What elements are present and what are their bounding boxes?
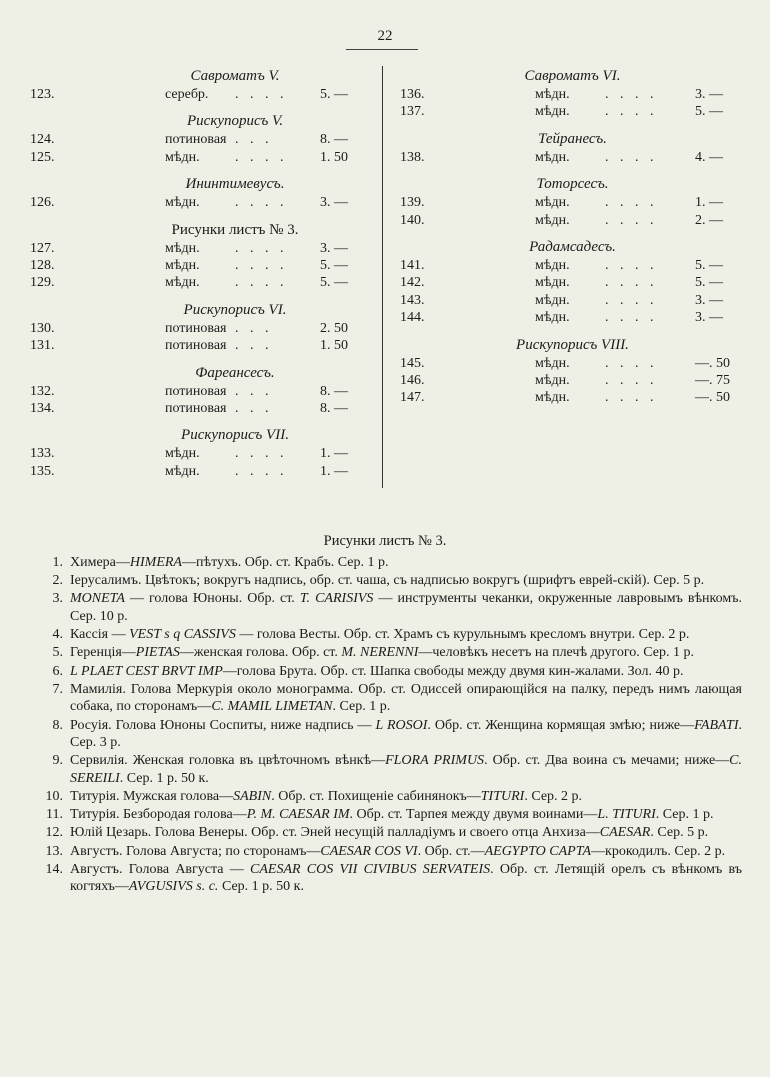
description-list xyxy=(30,554,742,897)
item-text: Мамилія. Голова Меркурія около монограмма. Обр. ст. Одиссей опирающійся на палку, передъ нимъ лающая собака, по сторонамъ—C. MAMIL LIMETAN. Сер. 1 р. xyxy=(70,681,742,715)
section-heading: Радамсадесъ. xyxy=(529,238,616,255)
lot-number: 134. xyxy=(30,400,55,416)
leader-dots: . . . xyxy=(235,132,273,148)
price: 2. — xyxy=(695,212,723,228)
item-text: Августъ. Голова Августа; по сторонамъ—CAESAR COS VI. Обр. ст.—AEGYPTO CAPTA—крокодилъ. Сер. 2 р. xyxy=(70,843,726,859)
catalog-row xyxy=(30,383,370,400)
section-heading: Рискупорисъ VI. xyxy=(183,301,287,318)
lot-number: 143. xyxy=(400,292,425,308)
section-heading: Рискупорисъ VIII. xyxy=(516,336,629,353)
leader-dots: . . . . xyxy=(605,390,658,406)
item-text: L PLAET CEST BRVT IMP—голова Брута. Обр. ст. Шапка свободы между двумя кин-жалами. Зол. 40 р. xyxy=(70,663,684,679)
item-number: 11. xyxy=(46,807,63,823)
leader-dots: . . . . xyxy=(605,310,658,326)
page-number-rule xyxy=(346,49,418,50)
catalog-row xyxy=(30,337,370,354)
material: мѣдн. xyxy=(165,463,200,479)
lot-number: 131. xyxy=(30,338,55,354)
catalog-row xyxy=(400,103,745,120)
lot-number: 130. xyxy=(30,320,55,336)
lot-number: 144. xyxy=(400,310,425,326)
item-text: Росуія. Голова Юноны Соспиты, ниже надпись — L ROSOI. Обр. ст. Женщина кормящая змѣю; ниже—FABATI. Сер. 3 р. xyxy=(70,717,742,751)
catalog-row xyxy=(400,194,745,211)
leader-dots: . . . xyxy=(235,400,273,416)
catalog-row xyxy=(30,240,370,257)
price: 3. — xyxy=(320,240,348,256)
lot-number: 141. xyxy=(400,257,425,273)
lot-number: 137. xyxy=(400,104,425,120)
item-text: Юлій Цезарь. Голова Венеры. Обр. ст. Эней несущій палладіумъ и своего отца Анхиза—CAESAR. Сер. 5 р. xyxy=(70,825,709,841)
leader-dots: . . . . xyxy=(605,355,658,371)
material: потиновая xyxy=(165,383,227,399)
item-number: 12. xyxy=(45,825,63,841)
lot-number: 127. xyxy=(30,240,55,256)
material: мѣдн. xyxy=(535,195,570,211)
lot-number: 124. xyxy=(30,132,55,148)
item-text: Іерусалимъ. Цвѣтокъ; вокругъ надпись, обр. ст. чаша, съ надписью вокругъ (шрифтъ еврей-скій). Сер. 5 р. xyxy=(70,573,705,589)
material: потиновая xyxy=(165,400,227,416)
material: мѣдн. xyxy=(535,310,570,326)
catalog-row xyxy=(400,309,745,326)
leader-dots: . . . . xyxy=(235,257,288,273)
material: мѣдн. xyxy=(165,149,200,165)
list-item xyxy=(30,824,742,842)
catalog-row xyxy=(30,320,370,337)
leader-dots: . . . xyxy=(235,320,273,336)
leader-dots: . . . . xyxy=(605,212,658,228)
catalog-row xyxy=(400,274,745,291)
list-item xyxy=(30,861,742,896)
leader-dots: . . . . xyxy=(235,195,288,211)
list-item xyxy=(30,644,742,662)
material: мѣдн. xyxy=(535,292,570,308)
lot-number: 145. xyxy=(400,355,425,371)
leader-dots: . . . . xyxy=(605,257,658,273)
list-item xyxy=(30,554,742,572)
material: потиновая xyxy=(165,320,227,336)
item-text: MONETA — голова Юноны. Обр. ст. T. CARISIVS — инструменты чеканки, окруженные лавровымъ вѣнкомъ. Сер. 10 р. xyxy=(70,591,742,624)
list-item xyxy=(30,806,742,824)
catalog-row xyxy=(400,257,745,274)
item-text: Титурія. Мужская голова—SABIN. Обр. ст. Похищеніе сабинянокъ—TITURI. Сер. 2 р. xyxy=(70,789,583,805)
section-heading: Рисунки листъ № 3. xyxy=(171,221,299,238)
price: 1. — xyxy=(695,195,723,211)
catalog-row xyxy=(400,292,745,309)
material: мѣдн. xyxy=(535,149,570,165)
price: 4. — xyxy=(695,149,723,165)
price: 3. — xyxy=(695,87,723,102)
item-number: 2. xyxy=(52,573,63,589)
material: мѣдн. xyxy=(165,446,200,462)
item-number: 13. xyxy=(45,843,63,859)
material: мѣдн. xyxy=(165,195,200,211)
lot-number: 135. xyxy=(30,463,55,479)
item-text: Геренція—PIETAS—женская голова. Обр. ст. M. NERENNI—человѣкъ несетъ на плечѣ другого. Сер. 1 р. xyxy=(70,645,695,661)
lot-number: 132. xyxy=(30,383,55,399)
material: потиновая xyxy=(165,132,227,148)
material: мѣдн. xyxy=(165,257,200,273)
price: 5. — xyxy=(695,104,723,120)
section-heading: Тейранесъ. xyxy=(538,130,607,147)
item-text: Химера—HIMERA—пѣтухъ. Обр. ст. Крабъ. Сер. 1 р. xyxy=(70,555,389,570)
catalog-row xyxy=(30,149,370,166)
leader-dots: . . . . xyxy=(235,87,288,102)
item-number: 3. xyxy=(52,591,63,607)
material: мѣдн. xyxy=(165,275,200,291)
item-number: 14. xyxy=(45,861,63,877)
price: —. 75 xyxy=(695,372,730,388)
price: —. 50 xyxy=(695,355,730,371)
material: мѣдн. xyxy=(535,87,570,102)
item-text: Кассія — VEST s q CASSIVS — голова Весты. Обр. ст. Храмъ съ курульнымъ кресломъ внутри. Сер. 2 р. xyxy=(70,627,690,643)
catalog-row xyxy=(30,274,370,291)
section-heading: Рискупорисъ VII. xyxy=(181,427,289,444)
catalog-row xyxy=(400,389,745,406)
price: 5. — xyxy=(320,275,348,291)
price: 3. — xyxy=(320,195,348,211)
material: мѣдн. xyxy=(535,355,570,371)
section-heading: Ининтимевусъ. xyxy=(185,176,285,193)
material: мѣдн. xyxy=(535,275,570,291)
price: 3. — xyxy=(695,310,723,326)
catalog-row xyxy=(30,445,370,462)
lot-number: 147. xyxy=(400,390,425,406)
column-divider xyxy=(382,66,383,488)
material: мѣдн. xyxy=(165,240,200,256)
catalog-row xyxy=(30,131,370,148)
price: 8. — xyxy=(320,400,348,416)
lot-number: 129. xyxy=(30,275,55,291)
lot-number: 128. xyxy=(30,257,55,273)
lot-number: 136. xyxy=(400,87,425,102)
list-item xyxy=(30,663,742,681)
material: потиновая xyxy=(165,338,227,354)
material: мѣдн. xyxy=(535,372,570,388)
leader-dots: . . . . xyxy=(235,240,288,256)
price: 1. 50 xyxy=(320,338,348,354)
leader-dots: . . . xyxy=(235,338,273,354)
leader-dots: . . . . xyxy=(235,446,288,462)
page-number: 22 xyxy=(377,28,393,44)
list-item xyxy=(30,788,742,806)
leader-dots: . . . xyxy=(235,383,273,399)
lot-number: 123. xyxy=(30,87,55,102)
lot-number: 133. xyxy=(30,446,55,462)
item-number: 1. xyxy=(52,555,63,570)
left-column xyxy=(30,64,370,486)
section-heading: Фареансесъ. xyxy=(195,364,275,381)
item-text: Сервилія. Женская головка въ цвѣточномъ вѣнкѣ—FLORA PRIMUS. Обр. ст. Два воина съ мечами; ниже—C. SEREILI. Сер. 1 р. 50 к. xyxy=(70,753,743,786)
list-item xyxy=(30,626,742,644)
catalog-row xyxy=(400,212,745,229)
catalog-row xyxy=(30,257,370,274)
catalog-row xyxy=(400,355,745,372)
material: мѣдн. xyxy=(535,104,570,120)
leader-dots: . . . . xyxy=(605,87,658,102)
section-heading: Тоторсесъ. xyxy=(536,176,609,193)
price: 8. — xyxy=(320,132,348,148)
leader-dots: . . . . xyxy=(235,275,288,291)
material: мѣдн. xyxy=(535,212,570,228)
list-item xyxy=(30,590,742,625)
list-item xyxy=(30,572,742,590)
catalog-row xyxy=(400,372,745,389)
catalog-row xyxy=(30,194,370,211)
lot-number: 125. xyxy=(30,149,55,165)
section-title: Рисунки листъ № 3. xyxy=(323,533,447,549)
price: 2. 50 xyxy=(320,320,348,336)
list-item xyxy=(30,752,742,787)
section-heading: Рискупорисъ V. xyxy=(187,113,283,130)
price: 8. — xyxy=(320,383,348,399)
leader-dots: . . . . xyxy=(605,292,658,308)
item-number: 6. xyxy=(52,663,63,679)
price: 3. — xyxy=(695,292,723,308)
leader-dots: . . . . xyxy=(605,195,658,211)
leader-dots: . . . . xyxy=(605,372,658,388)
material: серебр. xyxy=(165,87,209,102)
material: мѣдн. xyxy=(535,390,570,406)
price: 5. — xyxy=(695,275,723,291)
item-text: Титурія. Безбородая голова—P. M. CAESAR IM. Обр. ст. Тарпея между двумя воинами—L. TITURI. Сер. 1 р. xyxy=(70,807,714,823)
list-item xyxy=(30,843,742,861)
item-number: 9. xyxy=(52,753,63,769)
lot-number: 139. xyxy=(400,195,425,211)
price: 1. — xyxy=(320,463,348,479)
item-number: 10. xyxy=(45,789,63,805)
lot-number: 138. xyxy=(400,149,425,165)
catalog-row xyxy=(30,400,370,417)
lot-number: 146. xyxy=(400,372,425,388)
material: мѣдн. xyxy=(535,257,570,273)
list-item xyxy=(30,717,742,752)
leader-dots: . . . . xyxy=(605,104,658,120)
leader-dots: . . . . xyxy=(605,275,658,291)
leader-dots: . . . . xyxy=(235,463,288,479)
section-heading: Савроматъ V. xyxy=(190,68,280,84)
section-heading: Савроматъ VI. xyxy=(524,68,621,84)
item-number: 8. xyxy=(52,717,63,733)
price: 1. 50 xyxy=(320,149,348,165)
leader-dots: . . . . xyxy=(605,149,658,165)
price: 5. — xyxy=(695,257,723,273)
leader-dots: . . . . xyxy=(235,149,288,165)
price: 1. — xyxy=(320,446,348,462)
catalog-row xyxy=(30,86,370,103)
right-column xyxy=(400,64,745,413)
item-number: 7. xyxy=(52,681,63,697)
catalog-row xyxy=(400,149,745,166)
lot-number: 142. xyxy=(400,275,425,291)
price: 5. — xyxy=(320,87,348,102)
catalog-row xyxy=(30,463,370,480)
list-item xyxy=(30,681,742,716)
catalog-row xyxy=(400,86,745,103)
lot-number: 140. xyxy=(400,212,425,228)
lot-number: 126. xyxy=(30,195,55,211)
item-text: Августъ. Голова Августа — CAESAR COS VII CIVIBUS SERVATEIS. Обр. ст. Летящій орелъ съ вѣнкомъ въ когтяхъ—AVGUSIVS s. c. Сер. 1 р. 50 к. xyxy=(70,861,743,895)
item-number: 5. xyxy=(52,645,63,661)
item-number: 4. xyxy=(52,627,63,643)
price: —. 50 xyxy=(695,390,730,406)
price: 5. — xyxy=(320,257,348,273)
